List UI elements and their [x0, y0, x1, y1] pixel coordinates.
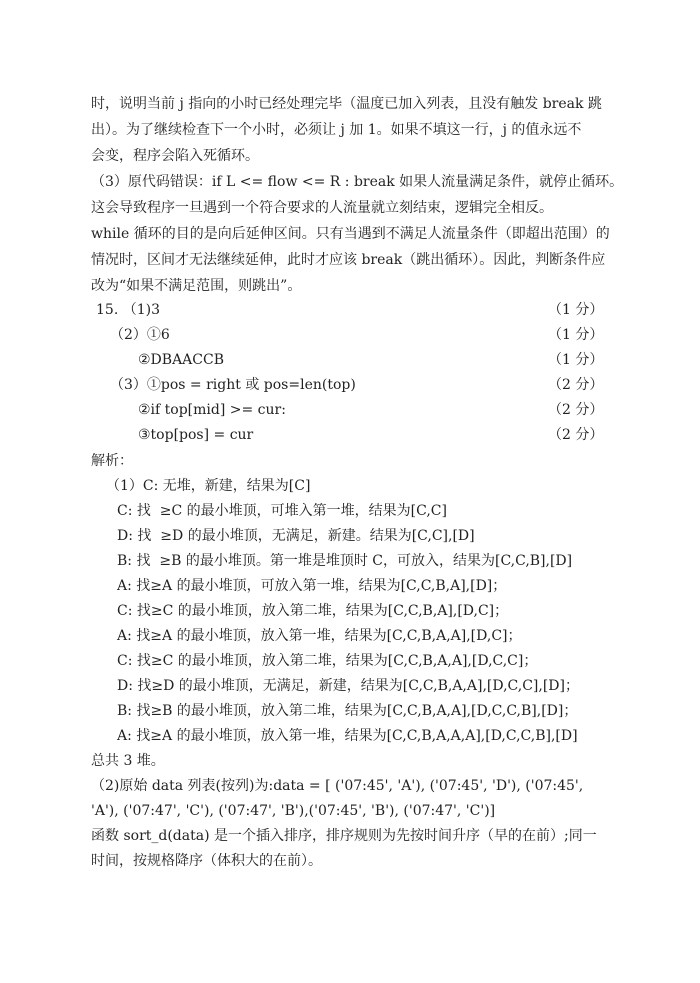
- analysis-step-1: （1）C: 无堆，新建，结果为[C]: [106, 478, 311, 494]
- paragraph-2-line-5: 改为“如果不满足范围，则跳出”。: [91, 278, 302, 294]
- paragraph-2-line-1: （3）原代码错误：if L <= flow <= R : break 如果人流量满足条件，就停止循环。: [91, 174, 624, 190]
- answer-15-3-1: （3）①pos = right 或 pos=len(top): [110, 377, 356, 393]
- analysis-step-2: C: 找 ≥C 的最小堆顶，可堆入第一堆，结果为[C,C]: [117, 503, 447, 519]
- analysis-step-7: A: 找≥A 的最小堆顶，放入第一堆，结果为[C,C,B,A,A],[D,C]；: [117, 628, 522, 644]
- answer-15-2-1-score: （1 分）: [548, 327, 604, 343]
- answer-15-2-2: ②DBAACCB: [138, 352, 224, 368]
- paragraph-1-line-3: 会变，程序会陷入死循环。: [91, 148, 259, 164]
- paragraph-2-line-4: 情况时，区间才无法继续延伸，此时才应该 break（跳出循环）。因此，判断条件应: [91, 252, 606, 268]
- analysis-step-11: A: 找≥A 的最小堆顶，放入第一堆，结果为[C,C,B,A,A,A],[D,C,C,B],[D]: [117, 728, 578, 744]
- analysis-step-4: B: 找 ≥B 的最小堆顶。第一堆是堆顶时 C，可放入，结果为[C,C,B],[D]: [117, 553, 573, 569]
- analysis-part2-line-2: 'A'), ('07:47', 'C'), ('07:47', 'B'),('07:45', 'B'), ('07:47', 'C')]: [91, 803, 496, 819]
- analysis-step-9: D: 找≥D 的最小堆顶，无满足，新建，结果为[C,C,B,A,A],[D,C,C],[D]；: [117, 678, 579, 694]
- analysis-step-3: D: 找 ≥D 的最小堆顶，无满足，新建。结果为[C,C],[D]: [117, 528, 475, 544]
- answer-15-3-2: ②if top[mid] >= cur:: [138, 402, 286, 418]
- answer-15-1: 15. （1)3: [96, 302, 160, 318]
- analysis-part2-line-1: （2)原始 data 列表(按列)为:data = [ ('07:45', 'A'), ('07:45', 'D'), ('07:45',: [91, 778, 584, 794]
- answer-15-1-score: （1 分）: [548, 302, 604, 318]
- analysis-step-6: C: 找≥C 的最小堆顶，放入第二堆，结果为[C,C,B,A],[D,C]；: [117, 603, 509, 619]
- answer-15-2-1: （2）①6: [110, 327, 170, 343]
- analysis-summary: 总共 3 堆。: [91, 753, 165, 769]
- paragraph-1-line-2: 出）。为了继续检查下一个小时，必须让 j 加 1。如果不填这一行，j 的值永远不: [91, 122, 582, 138]
- answer-15-3-3-score: （2 分）: [548, 427, 604, 443]
- analysis-step-10: B: 找≥B 的最小堆顶，放入第二堆，结果为[C,C,B,A,A],[D,C,C,B],[D]；: [117, 703, 578, 719]
- analysis-part2-line-4: 时间，按规格降序（体积大的在前）。: [91, 853, 322, 869]
- analysis-heading: 解析：: [91, 453, 133, 469]
- analysis-step-5: A: 找≥A 的最小堆顶，可放入第一堆，结果为[C,C,B,A],[D]；: [117, 578, 507, 594]
- analysis-part2-line-3: 函数 sort_d(data) 是一个插入排序，排序规则为先按时间升序（早的在前）;同一: [91, 828, 597, 844]
- answer-15-3-2-score: （2 分）: [548, 402, 604, 418]
- paragraph-2-line-2: 这会导致程序一旦遇到一个符合要求的人流量就立刻结束，逻辑完全相反。: [91, 200, 553, 216]
- answer-15-2-2-score: （1 分）: [548, 352, 604, 368]
- paragraph-1-line-1: 时，说明当前 j 指向的小时已经处理完毕（温度已加入列表，且没有触发 break 跳: [91, 96, 602, 112]
- answer-15-3-1-score: （2 分）: [548, 377, 604, 393]
- answer-15-3-3: ③top[pos] = cur: [138, 427, 254, 443]
- analysis-step-8: C: 找≥C 的最小堆顶，放入第二堆，结果为[C,C,B,A,A],[D,C,C]；: [117, 653, 538, 669]
- paragraph-2-line-3: while 循环的目的是向后延伸区间。只有当遇到不满足人流量条件（即超出范围）的: [91, 226, 610, 242]
